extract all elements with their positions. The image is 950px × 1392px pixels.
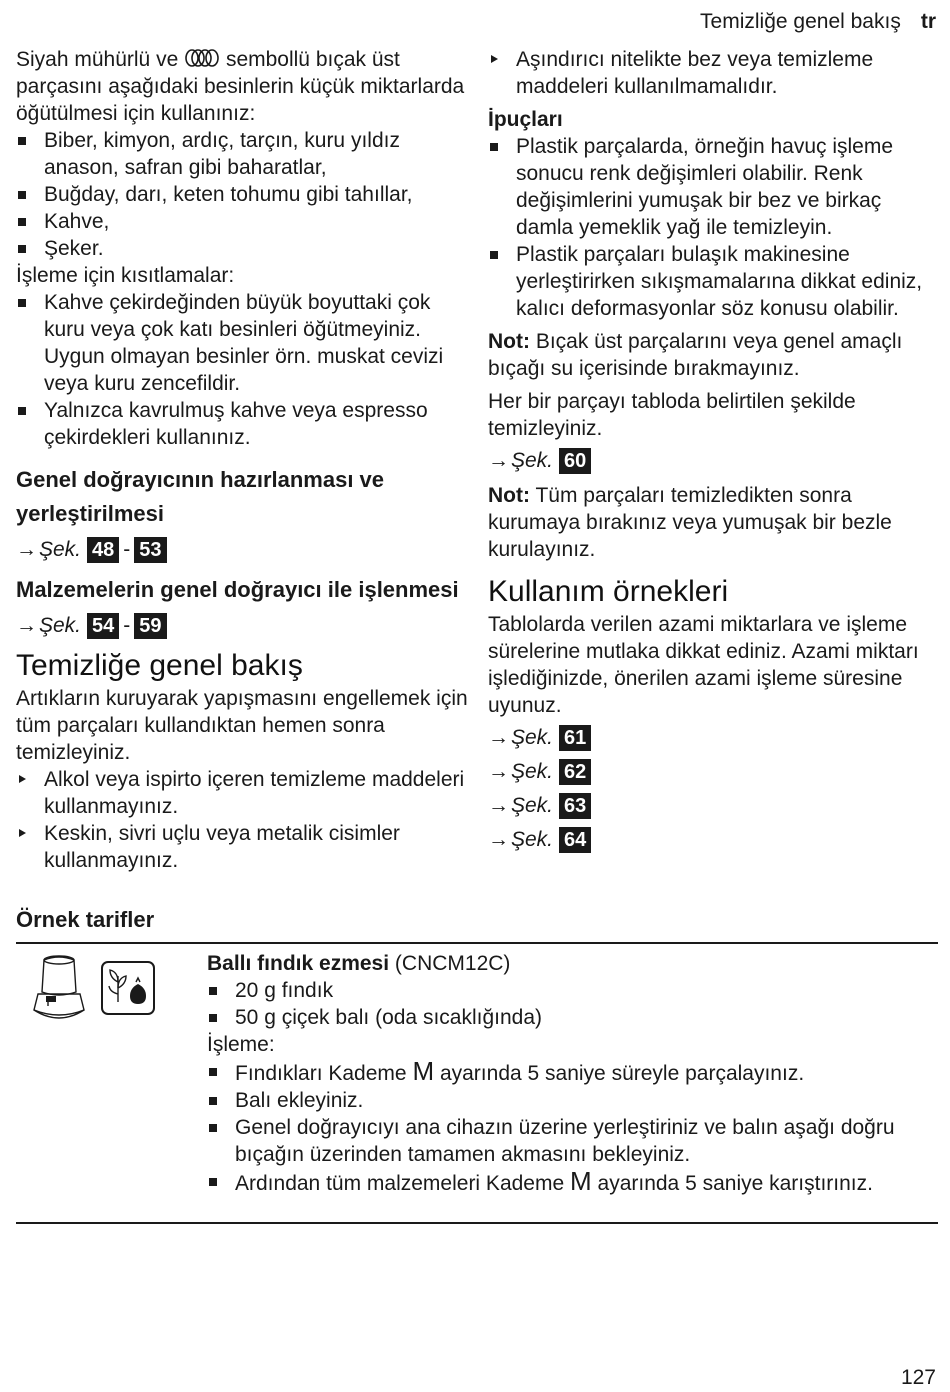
note-text: Tüm parçaları temizledikten sonra kurumaya bırakınız veya yumuşak bir bezle kurulayınız. xyxy=(488,484,892,561)
setting-m-label: M xyxy=(412,1056,435,1086)
figure-badge: 64 xyxy=(559,827,591,853)
list-item: Şeker. xyxy=(16,235,468,262)
list-item: Biber, kimyon, ardıç, tarçın, kuru yıldız anason, safran gibi baharatlar, xyxy=(16,127,468,181)
arrow-right-icon: → xyxy=(488,794,509,817)
step-text: Ardından tüm malzemeleri Kademe xyxy=(235,1172,565,1195)
note-text: Bıçak üst parçalarını veya genel amaçlı bıçağı su içerisinde bırakmayınız. xyxy=(488,330,903,380)
list-item: Aşındırıcı nitelikte bez veya temizleme maddeleri kullanılmamalıdır. xyxy=(488,46,938,100)
recipe-heading xyxy=(207,950,927,977)
list-item: Kahve çekirdeğinden büyük boyuttaki çok kuru veya çok katı besinleri öğütmeyiniz. Uygun olmayan besinler örn. muskat cevizi veya kuru zencefildir. xyxy=(16,289,468,397)
abrasive-warning xyxy=(488,46,938,100)
list-item xyxy=(207,1058,927,1087)
step-text: ayarında 5 saniye karıştırınız. xyxy=(597,1172,873,1195)
foods-list xyxy=(16,127,468,262)
intro-text-end: sembollü bıçak üst parçasını aşağıdaki besinlerin küçük miktarlarda öğütülmesi için kullanınız: xyxy=(16,48,465,125)
arrow-right-icon: → xyxy=(16,614,37,637)
figure-label: Şek. xyxy=(511,794,554,817)
chopper-bowl-icon xyxy=(26,952,92,1024)
ingredients-list xyxy=(207,977,927,1031)
nut-herb-icon xyxy=(100,960,156,1016)
figure-label: Şek. xyxy=(511,726,554,749)
recipe-table xyxy=(16,942,938,1224)
setting-m-label: M xyxy=(570,1166,592,1196)
figure-label: Şek. xyxy=(511,760,554,783)
list-item: Balı ekleyiniz. xyxy=(207,1087,927,1114)
steps-title: İşleme: xyxy=(207,1033,275,1056)
figure-badge: 48 xyxy=(87,537,119,563)
figure-reference-example xyxy=(488,757,938,787)
figure-badge: 63 xyxy=(559,793,591,819)
step-text: ayarında 5 saniye süreyle parçalayınız. xyxy=(439,1062,805,1085)
arrow-right-icon: → xyxy=(16,538,37,561)
recipe-icons xyxy=(26,952,166,1032)
each-part-text: Her bir parçayı tabloda belirtilen şekilde temizleyiniz. xyxy=(488,390,856,440)
tips-list xyxy=(488,133,938,322)
figure-badge: 53 xyxy=(134,537,166,563)
arrow-right-icon: → xyxy=(488,726,509,749)
tips-title: İpuçları xyxy=(488,108,563,131)
heading-cleaning: Temizliğe genel bakış xyxy=(16,649,303,682)
list-item: Keskin, sivri uçlu veya metalik cisimler kullanmayınız. xyxy=(16,820,468,874)
note-label: Not: xyxy=(488,484,530,507)
intro-paragraph xyxy=(16,46,468,127)
list-item: 20 g fındık xyxy=(207,977,927,1004)
heading-processing: Malzemelerin genel doğrayıcı ile işlenmesi xyxy=(16,577,459,602)
heading-examples: Kullanım örnekleri xyxy=(488,575,729,608)
recipes-title: Örnek tarifler xyxy=(16,907,155,932)
list-item: Genel doğrayıcıyı ana cihazın üzerine yerleştiriniz ve balın aşağı doğru bıçağın üzerinden tamamen akmasını bekleyiniz. xyxy=(207,1114,927,1168)
figure-reference-prep: →Şek. 48 - 53 xyxy=(16,535,468,565)
running-header xyxy=(700,8,936,35)
blade-symbol-icon xyxy=(184,48,220,68)
list-item: Plastik parçaları bulaşık makinesine yerleştirirken sıkışmamalarına dikkat ediniz, kalıcı deformasyonlar söz konusu olabilir. xyxy=(488,241,938,322)
figure-reference-example xyxy=(488,825,938,855)
page-number: 127 xyxy=(900,1366,936,1389)
figure-label: Şek. xyxy=(511,449,554,472)
note-label: Not: xyxy=(488,330,530,353)
right-column xyxy=(488,46,938,855)
figure-label: Şek. xyxy=(39,614,82,637)
list-item: Yalnızca kavrulmuş kahve veya espresso çekirdekleri kullanınız. xyxy=(16,397,468,451)
restrictions-list xyxy=(16,289,468,451)
figure-label: Şek. xyxy=(511,828,554,851)
restrictions-title: İşleme için kısıtlamalar: xyxy=(16,264,235,287)
list-item: Alkol veya ispirto içeren temizleme maddeleri kullanmayınız. xyxy=(16,766,468,820)
cleaning-intro: Artıkların kuruyarak yapışmasını engellemek için tüm parçaları kullandıktan hemen sonra temizleyiniz. xyxy=(16,687,468,764)
header-language-code: tr xyxy=(920,10,936,33)
figure-reference-table xyxy=(488,446,938,476)
figure-badge: 54 xyxy=(87,613,119,639)
heading-preparation: Genel doğrayıcının hazırlanması ve yerleştirilmesi xyxy=(16,467,385,526)
recipe-name: Ballı fındık ezmesi xyxy=(207,952,390,975)
figure-badge: 59 xyxy=(134,613,166,639)
figure-reference-process: →Şek. 54 - 59 xyxy=(16,611,468,641)
arrow-right-icon: → xyxy=(488,760,509,783)
list-item: Plastik parçalarda, örneğin havuç işleme sonucu renk değişimleri olabilir. Renk değişimlerini yumuşak bir bez ve birkaç damla yemeklik yağ ile temizleyin. xyxy=(488,133,938,241)
step-text: Fındıkları Kademe xyxy=(235,1062,407,1085)
recipe-body xyxy=(207,950,927,1197)
arrow-right-icon: → xyxy=(488,828,509,851)
cleaning-warnings xyxy=(16,766,468,874)
left-column xyxy=(16,46,468,874)
list-item: Kahve, xyxy=(16,208,468,235)
list-item xyxy=(207,1168,927,1197)
note-drying xyxy=(488,482,938,563)
header-section-title: Temizliğe genel bakış xyxy=(700,10,901,33)
figure-reference-example xyxy=(488,791,938,821)
figure-label: Şek. xyxy=(39,538,82,561)
list-item: Buğday, darı, keten tohumu gibi tahıllar, xyxy=(16,181,468,208)
arrow-right-icon: → xyxy=(488,449,509,472)
steps-list xyxy=(207,1058,927,1197)
figure-reference-example xyxy=(488,723,938,753)
figure-badge: 60 xyxy=(559,448,591,474)
list-item: 50 g çiçek balı (oda sıcaklığında) xyxy=(207,1004,927,1031)
note-knife xyxy=(488,328,938,382)
figure-badge: 61 xyxy=(559,725,591,751)
examples-text: Tablolarda verilen azami miktarlara ve işleme sürelerine mutlaka dikkat ediniz. Azami miktarı işlediğinizde, önerilen azami işleme süresine uyunuz. xyxy=(488,613,919,717)
intro-text-start: Siyah mühürlü ve xyxy=(16,48,179,71)
recipe-code: (CNCM12C) xyxy=(394,952,511,975)
figure-badge: 62 xyxy=(559,759,591,785)
